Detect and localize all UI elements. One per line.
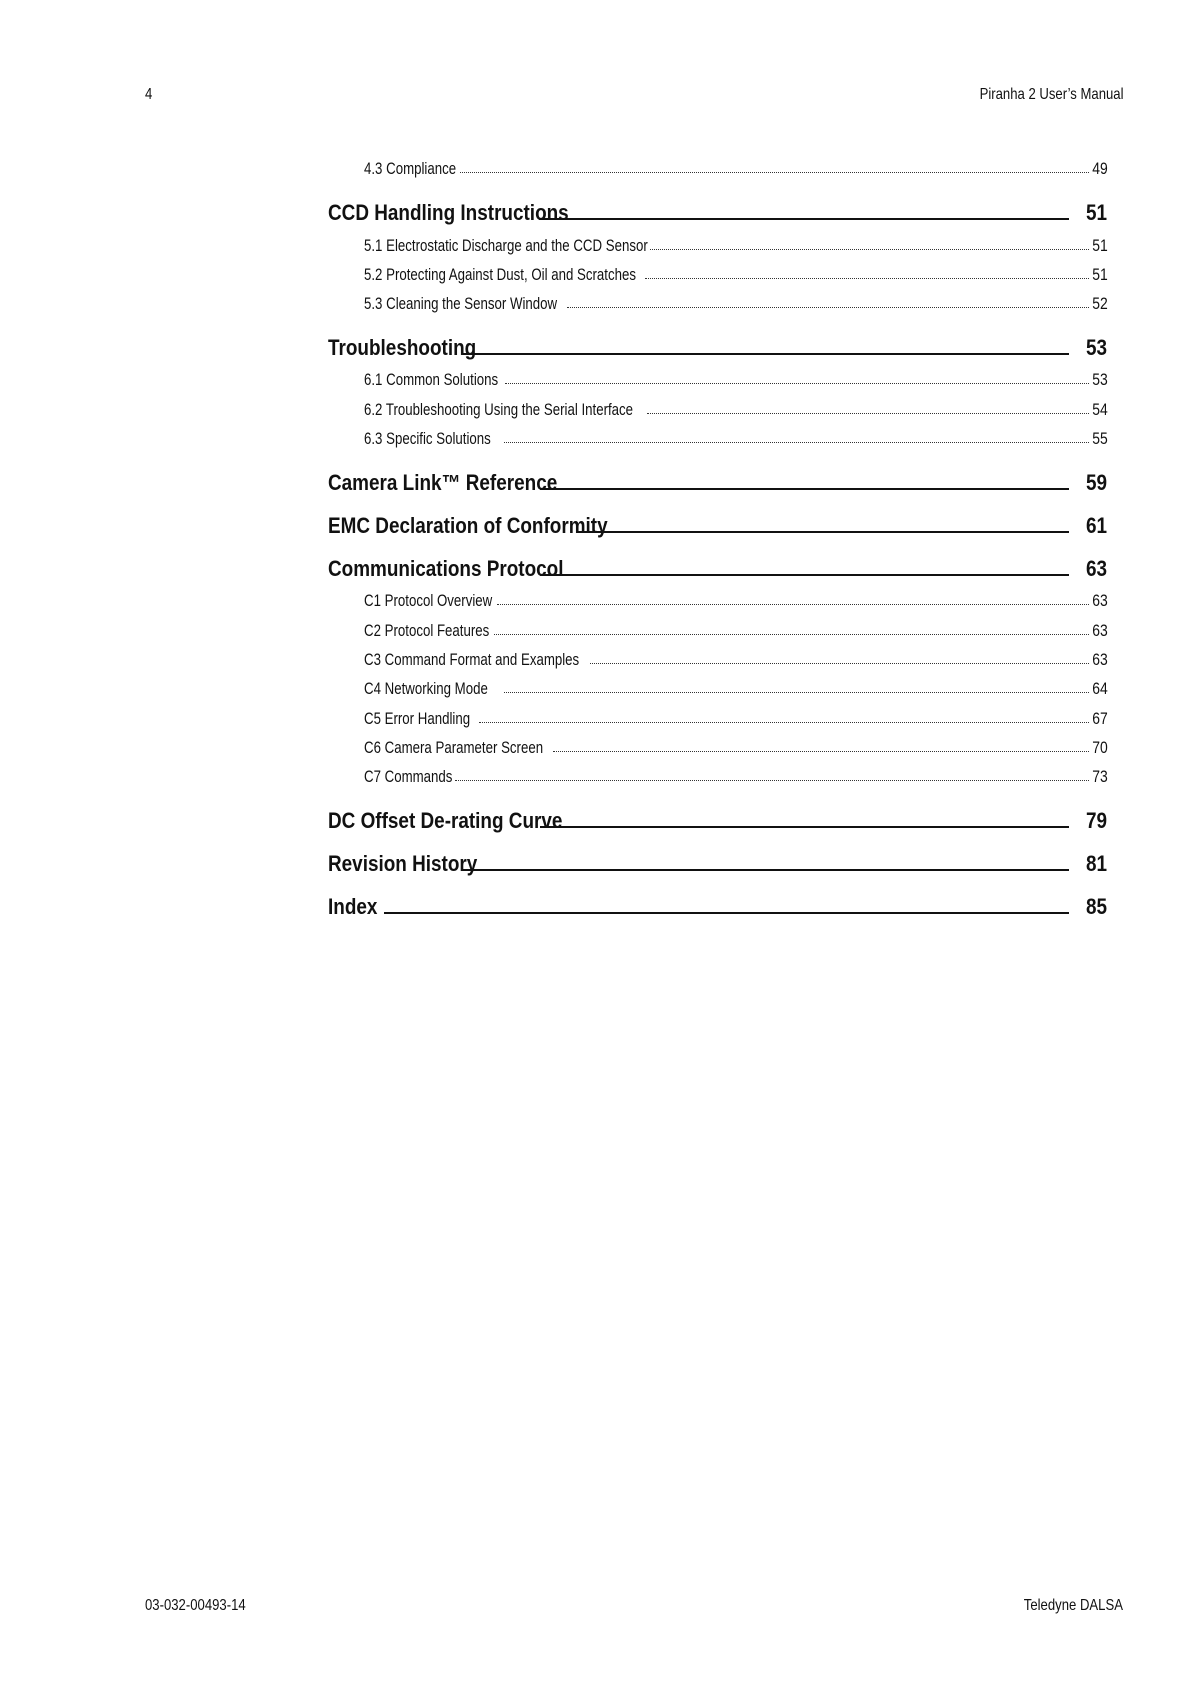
toc-entry-page: 54: [1092, 399, 1108, 419]
toc-entry-page: 81: [1085, 851, 1107, 877]
toc-entry-title: Index: [328, 894, 378, 920]
toc-leader-dots: [455, 780, 1089, 781]
toc-chapter-entry[interactable]: [328, 837, 1107, 877]
toc-entry-title: C3 Command Format and Examples: [364, 649, 580, 669]
toc-leader-rule: [462, 353, 1069, 355]
toc-leader-dots: [479, 722, 1089, 723]
toc-entry-title: 5.2 Protecting Against Dust, Oil and Scratches: [364, 264, 636, 284]
document-title: Piranha 2 User’s Manual: [979, 86, 1123, 103]
toc-entry-title: 6.3 Specific Solutions: [364, 429, 491, 449]
toc-section-entry[interactable]: [328, 641, 1107, 670]
toc-leader-dots: [494, 634, 1089, 635]
company-name: Teledyne DALSA: [1023, 1597, 1123, 1614]
toc-entry-page: 59: [1085, 470, 1107, 496]
toc-entry-title: Revision History: [328, 851, 478, 877]
toc-entry-title: 6.2 Troubleshooting Using the Serial Interface: [364, 399, 634, 419]
toc-chapter-entry[interactable]: [328, 499, 1107, 539]
toc-entry-title: C4 Networking Mode: [364, 679, 488, 699]
toc-entry-page: 51: [1092, 235, 1108, 255]
toc-entry-title: 5.1 Electrostatic Discharge and the CCD Sensor: [364, 235, 648, 255]
toc-chapter-entry[interactable]: [328, 456, 1107, 496]
toc-chapter-entry[interactable]: [328, 880, 1107, 920]
toc-section-entry[interactable]: [328, 285, 1107, 314]
toc-leader-rule: [539, 218, 1069, 220]
toc-entry-page: 79: [1085, 808, 1107, 834]
toc-chapter-entry[interactable]: [328, 794, 1107, 834]
document-code: 03-032-00493-14: [145, 1597, 246, 1614]
toc-section-entry[interactable]: [328, 361, 1107, 390]
toc-entry-title: EMC Declaration of Conformity: [328, 513, 608, 539]
toc-entry-page: 67: [1092, 708, 1108, 728]
toc-chapter-entry[interactable]: [328, 321, 1107, 361]
toc-leader-rule: [462, 869, 1069, 871]
toc-entry-title: 4.3 Compliance: [364, 159, 457, 179]
toc-entry-page: 53: [1092, 370, 1108, 390]
toc-leader-dots: [590, 663, 1089, 664]
toc-entry-page: 49: [1092, 159, 1108, 179]
toc-entry-title: CCD Handling Instructions: [328, 200, 569, 226]
toc-leader-rule: [540, 488, 1069, 490]
toc-leader-dots: [504, 692, 1089, 693]
toc-entry-page: 53: [1085, 335, 1107, 361]
toc-leader-dots: [497, 604, 1089, 605]
page-number: 4: [145, 86, 153, 103]
toc-leader-rule: [578, 531, 1069, 533]
toc-entry-title: Communications Protocol: [328, 556, 564, 582]
toc-entry-page: 51: [1092, 264, 1108, 284]
toc-entry-title: Troubleshooting: [328, 335, 477, 361]
toc-leader-dots: [650, 249, 1089, 250]
toc-leader-rule: [540, 826, 1069, 828]
toc-section-entry[interactable]: [328, 670, 1107, 699]
toc-chapter-entry[interactable]: [328, 186, 1107, 226]
toc-entry-page: 85: [1085, 894, 1107, 920]
toc-entry-page: 63: [1092, 649, 1108, 669]
toc-section-entry[interactable]: [328, 582, 1107, 611]
toc-section-entry[interactable]: [328, 256, 1107, 285]
toc-entry-page: 64: [1092, 679, 1108, 699]
toc-leader-dots: [567, 307, 1089, 308]
toc-leader-dots: [504, 442, 1089, 443]
toc-entry-page: 55: [1092, 429, 1108, 449]
toc-section-entry[interactable]: [328, 226, 1107, 255]
toc-entry-page: 73: [1092, 767, 1108, 787]
toc-entry-title: C6 Camera Parameter Screen: [364, 737, 544, 757]
toc-leader-dots: [645, 278, 1089, 279]
toc-entry-title: 6.1 Common Solutions: [364, 370, 499, 390]
toc-entry-title: 5.3 Cleaning the Sensor Window: [364, 294, 558, 314]
toc-entry-title: C2 Protocol Features: [364, 620, 490, 640]
toc-leader-dots: [647, 413, 1089, 414]
toc-entry-page: 63: [1092, 591, 1108, 611]
table-of-contents: [328, 150, 1107, 920]
toc-leader-dots: [505, 383, 1089, 384]
toc-leader-dots: [553, 751, 1089, 752]
toc-leader-rule: [540, 574, 1069, 576]
toc-section-entry[interactable]: [328, 758, 1107, 787]
toc-entry-title: C7 Commands: [364, 767, 453, 787]
toc-entry-page: 61: [1085, 513, 1107, 539]
toc-leader-dots: [460, 172, 1089, 173]
toc-section-entry[interactable]: [328, 150, 1107, 179]
toc-leader-rule: [384, 912, 1069, 914]
toc-entry-page: 52: [1092, 294, 1108, 314]
toc-entry-page: 51: [1085, 200, 1107, 226]
toc-section-entry[interactable]: [328, 420, 1107, 449]
toc-entry-page: 63: [1085, 556, 1107, 582]
toc-entry-page: 63: [1092, 620, 1108, 640]
toc-section-entry[interactable]: [328, 390, 1107, 419]
toc-section-entry[interactable]: [328, 699, 1107, 728]
toc-section-entry[interactable]: [328, 611, 1107, 640]
toc-chapter-entry[interactable]: [328, 542, 1107, 582]
toc-entry-title: C5 Error Handling: [364, 708, 471, 728]
toc-entry-title: C1 Protocol Overview: [364, 591, 493, 611]
toc-section-entry[interactable]: [328, 729, 1107, 758]
toc-entry-title: Camera Link™ Reference: [328, 470, 558, 496]
toc-entry-page: 70: [1092, 737, 1108, 757]
toc-entry-title: DC Offset De-rating Curve: [328, 808, 563, 834]
